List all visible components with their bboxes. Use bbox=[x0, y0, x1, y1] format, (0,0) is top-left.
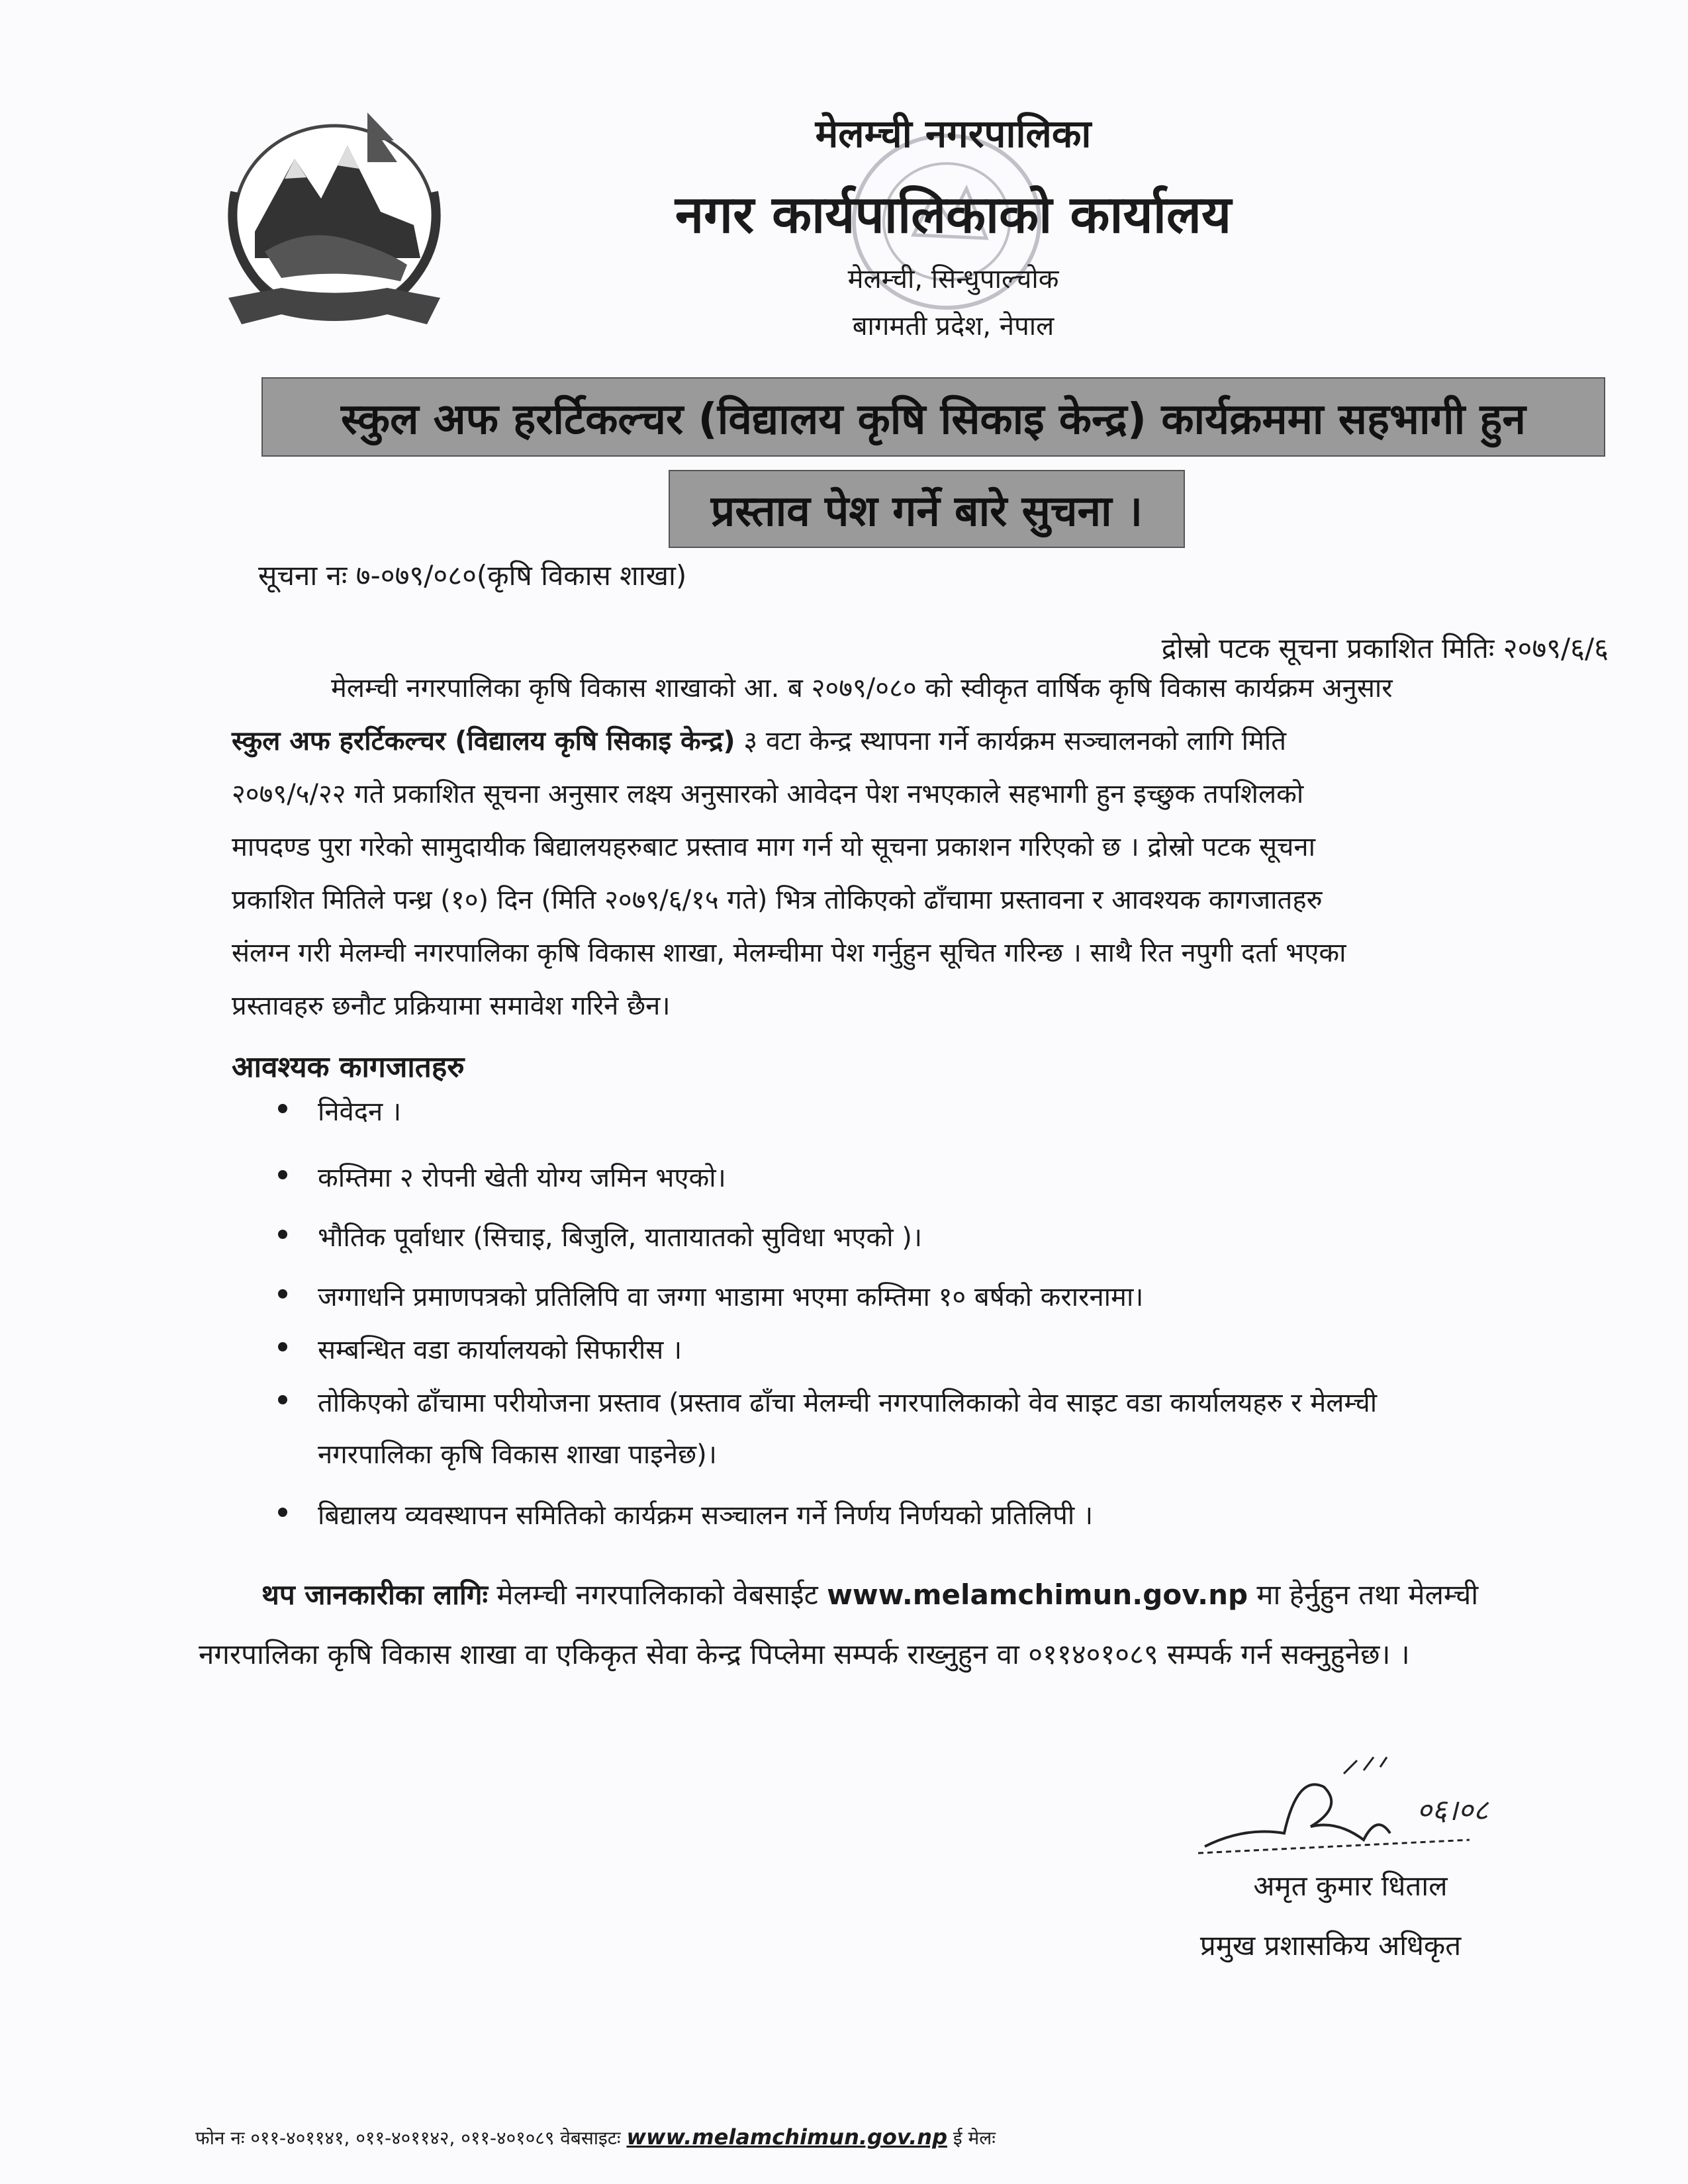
bullet-icon bbox=[278, 1170, 287, 1179]
bullet-icon bbox=[278, 1342, 287, 1351]
body-line-5: प्रकाशित मितिले पन्ध्र (१०) दिन (मिति २०७९/६/१५ गते) भित्र तोकिएको ढाँचामा प्रस्तावना र आवश्यक कागजातहरु bbox=[232, 885, 1323, 915]
bullet-icon bbox=[278, 1289, 287, 1298]
emblem-graphic bbox=[209, 99, 463, 338]
body-line-7: प्रस्तावहरु छनौट प्रक्रियामा समावेश गरिने छैन। bbox=[232, 991, 671, 1021]
program-name: स्कुल अफ हरर्टिकल्चर (विद्यालय कृषि सिकाइ केन्द्र) bbox=[232, 726, 735, 756]
office-name: नगर कार्यपालिकाको कार्यालय bbox=[675, 185, 1232, 245]
body-line-4: मापदण्ड पुरा गरेको सामुदायीक बिद्यालयहरुबाट प्रस्ताव माग गर्न यो सूचना प्रकाशन गरिएको छ । द्रोस्रो पटक सूचना bbox=[232, 832, 1315, 862]
more-info-label: थप जानकारीका लागिः bbox=[261, 1578, 488, 1611]
address-line-1: मेलम्ची, सिन्धुपाल्चोक bbox=[847, 264, 1059, 295]
list-item-text: भौतिक पूर्वाधार (सिचाइ, बिजुलि, यातायातको सुविधा भएको )। bbox=[318, 1222, 923, 1253]
website-link[interactable]: www.melamchimun.gov.np bbox=[827, 1578, 1248, 1611]
signature-date: ०६।०८ bbox=[1417, 1794, 1489, 1827]
notice-title-line-1: स्कुल अफ हरर्टिकल्चर (विद्यालय कृषि सिकाइ केन्द्र) कार्यक्रममा सहभागी हुन bbox=[261, 377, 1605, 457]
footer-website-link[interactable]: www.melamchimun.gov.np bbox=[626, 2124, 947, 2150]
notice-title-line-2: प्रस्ताव पेश गर्ने बारे सुचना । bbox=[669, 470, 1185, 548]
signer-name: अमृत कुमार धिताल bbox=[1253, 1870, 1448, 1902]
nepal-emblem-logo bbox=[209, 99, 463, 338]
footer-email-label: ई मेलः bbox=[947, 2127, 996, 2149]
bullet-icon bbox=[278, 1395, 287, 1404]
body-line-2 bbox=[232, 721, 1605, 758]
footer bbox=[195, 2124, 1652, 2150]
notice-number: सूचना नः ७-०७९/०८०(कृषि विकास शाखा) bbox=[258, 559, 687, 592]
signer-title: प्रमुख प्रशासकिय अधिकृत bbox=[1199, 1929, 1462, 1962]
list-item-text: जग्गाधनि प्रमाणपत्रको प्रतिलिपि वा जग्गा भाडामा भएमा कम्तिमा १० बर्षको करारनामा। bbox=[318, 1282, 1144, 1312]
list-item-text: निवेदन । bbox=[318, 1097, 402, 1127]
address-line-2: बागमती प्रदेश, नेपाल bbox=[852, 311, 1055, 341]
list-item-text: बिद्यालय व्यवस्थापन समितिको कार्यक्रम सञ्चालन गर्ने निर्णय निर्णयको प्रतिलिपी । bbox=[318, 1500, 1094, 1531]
more-info-text: मेलम्ची नगरपालिकाको वेबसाईट bbox=[487, 1578, 827, 1611]
body-line-3: २०७९/५/२२ गते प्रकाशित सूचना अनुसार लक्ष्य अनुसारको आवेदन पेश नभएकाले सहभागी हुन इच्छुक तपशिलको bbox=[232, 779, 1304, 809]
list-item-text: कम्तिमा २ रोपनी खेती योग्य जमिन भएको। bbox=[318, 1163, 726, 1193]
more-info-line-2: नगरपालिका कृषि विकास शाखा वा एकिकृत सेवा केन्द्र पिप्लेमा सम्पर्क राख्नुहुन वा ०११४०१०८९ सम्पर्क गर्न सक्नुहुनेछ। । bbox=[199, 1638, 1410, 1670]
required-docs-heading: आवश्यक कागजातहरु bbox=[232, 1050, 465, 1084]
more-info-line-1 bbox=[261, 1575, 1605, 1613]
municipality-name: मेलम्ची नगरपालिका bbox=[815, 111, 1092, 156]
bullet-icon bbox=[278, 1508, 287, 1517]
bullet-icon bbox=[278, 1104, 287, 1113]
body-line-1: मेलम्ची नगरपालिका कृषि विकास शाखाको आ. ब २०७९/०८० को स्वीकृत वार्षिक कृषि विकास कार्यक्रम अनुसार bbox=[331, 673, 1393, 704]
ribbon-shape bbox=[228, 288, 440, 324]
bullet-icon bbox=[278, 1230, 287, 1239]
list-item-text: तोकिएको ढाँचामा परीयोजना प्रस्ताव (प्रस्ताव ढाँचा मेलम्ची नगरपालिकाको वेव साइट वडा कार्यालयहरु र मेलम्ची bbox=[318, 1388, 1378, 1418]
body-line-6: संलग्न गरी मेलम्ची नगरपालिका कृषि विकास शाखा, मेलम्चीमा पेश गर्नुहुन सूचित गरिन्छ । साथै रित नपुगी दर्ता भएका bbox=[232, 938, 1346, 968]
published-date: द्रोस्रो पटक सूचना प्रकाशित मितिः २०७९/६/६ bbox=[1161, 632, 1609, 664]
more-info-text-2: मा हेर्नुहुन तथा मेलम्ची bbox=[1248, 1578, 1479, 1611]
list-item-text: सम्बन्धित वडा कार्यालयको सिफारीस । bbox=[318, 1335, 682, 1365]
list-item-text-cont: नगरपालिका कृषि विकास शाखा पाइनेछ)। bbox=[318, 1439, 717, 1470]
signature bbox=[1192, 1747, 1489, 1866]
footer-phones: फोन नः ०११-४०११४१, ०११-४०११४२, ०११-४०१०८९ वेबसाइटः bbox=[195, 2127, 627, 2149]
body-line-2-text: ३ वटा केन्द्र स्थापना गर्ने कार्यक्रम सञ्चालनको लागि मिति bbox=[735, 726, 1287, 756]
